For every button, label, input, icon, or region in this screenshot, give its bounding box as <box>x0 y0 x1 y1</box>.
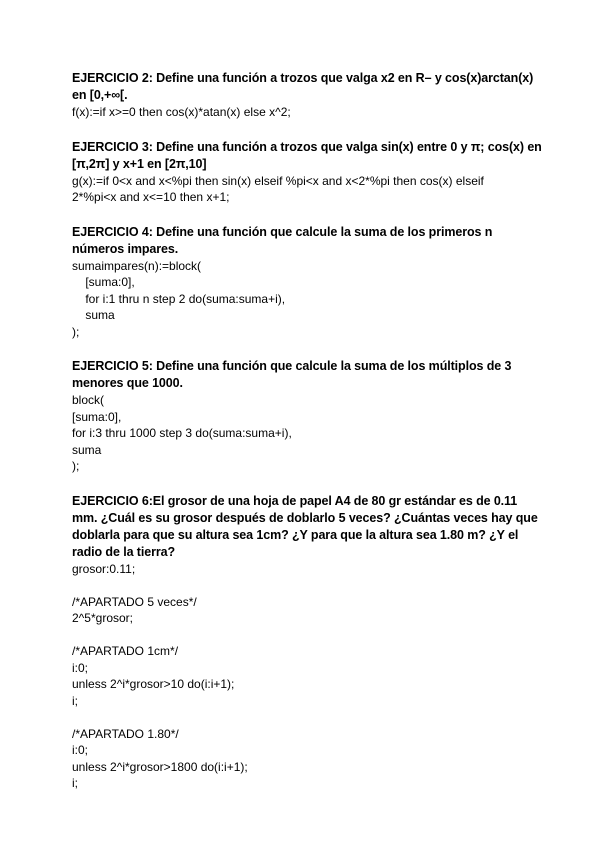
code-line: /*APARTADO 1cm*/ <box>72 644 179 658</box>
code-line: i; <box>72 776 78 790</box>
exercise-heading: EJERCICIO 3: Define una función a trozos que valga sin(x) entre 0 y π; cos(x) en [π,2π] y x+1 en [2π,10] <box>72 139 542 171</box>
code-line: unless 2^i*grosor>1800 do(i:i+1); <box>72 759 248 774</box>
code-block <box>72 392 542 475</box>
code-line: 2^5*grosor; <box>72 611 133 625</box>
code-line: [suma:0], <box>72 409 122 424</box>
code-line <box>72 627 542 644</box>
code-block <box>72 561 542 792</box>
code-line: i:0; <box>72 660 89 675</box>
code-line: suma <box>72 442 102 457</box>
exercise-3 <box>72 139 542 206</box>
code-block <box>72 104 542 121</box>
exercise-4 <box>72 224 542 341</box>
code-line: i; <box>72 693 78 708</box>
code-line: grosor:0.11; <box>72 561 136 576</box>
code-line: [suma:0], <box>72 275 135 289</box>
code-line: ); <box>72 324 80 339</box>
exercise-heading: EJERCICIO 5: Define una función que calcule la suma de los múltiplos de 3 menores que 1000. <box>72 359 512 390</box>
code-line: /*APARTADO 1.80*/ <box>72 726 179 741</box>
exercise-heading: EJERCICIO 2: Define una función a trozos que valga x2 en R– y cos(x)arctan(x) en [0,+∞[. <box>72 71 534 102</box>
code-line: 2*%pi<x and x<=10 then x+1; <box>72 190 230 204</box>
code-line: suma <box>72 308 115 322</box>
code-line: sumaimpares(n):=block( <box>72 258 202 273</box>
exercise-6 <box>72 493 542 792</box>
code-line: unless 2^i*grosor>10 do(i:i+1); <box>72 677 235 691</box>
code-line: block( <box>72 393 105 407</box>
code-block <box>72 258 542 341</box>
code-line <box>72 709 542 726</box>
exercise-2 <box>72 70 542 121</box>
exercise-5 <box>72 358 542 475</box>
code-line: f(x):=if x>=0 then cos(x)*atan(x) else x^2; <box>72 105 291 119</box>
exercise-heading: EJERCICIO 6:El grosor de una hoja de papel A4 de 80 gr estándar es de 0.11 mm. ¿Cuál es su grosor después de doblarlo 5 veces? ¿Cuántas veces hay que doblarla para que su altura sea 1cm? ¿Y para que la altura sea 1.80 m? ¿Y el radio de la tierra? <box>72 493 538 559</box>
code-line: for i:1 thru n step 2 do(suma:suma+i), <box>72 291 286 306</box>
exercise-heading: EJERCICIO 4: Define una función que calcule la suma de los primeros n números impares. <box>72 224 493 256</box>
code-line: ); <box>72 459 80 473</box>
code-line: i:0; <box>72 743 89 757</box>
code-line: for i:3 thru 1000 step 3 do(suma:suma+i), <box>72 426 292 440</box>
code-line <box>72 577 542 594</box>
code-block <box>72 173 542 206</box>
code-line: /*APARTADO 5 veces*/ <box>72 594 197 609</box>
code-line: g(x):=if 0<x and x<%pi then sin(x) elseif %pi<x and x<2*%pi then cos(x) elseif <box>72 173 484 188</box>
document-content <box>72 70 542 810</box>
